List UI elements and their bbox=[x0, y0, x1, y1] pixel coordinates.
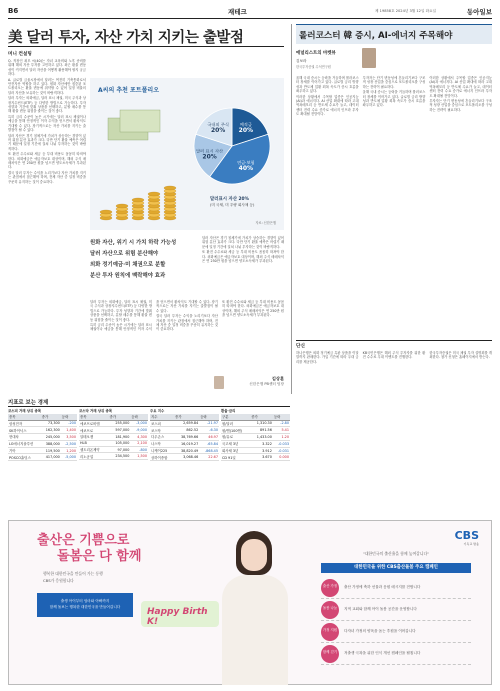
campaign-item bbox=[321, 577, 471, 599]
brief-tag: 단신 bbox=[296, 344, 305, 349]
table-cell: 다우존스 bbox=[150, 434, 174, 441]
column-tag: 머니 컨설팅 bbox=[8, 52, 32, 57]
byline bbox=[214, 376, 284, 390]
paragraph: A. 글로벌 금융시장에서 달러는 여전히 기축통화로서 안전자산 역할을 하고 있다. 원화 자산에만 집중된 포트폴리오는 환율 변동에 취약할 수 있어 일정 비율의 달러 자산을 보유하는 것이 바람직하다. bbox=[8, 77, 86, 95]
analyst-title: 한국투자증권 수석연구원 bbox=[296, 65, 331, 69]
paragraph: 결국 달러 투자는 수익을 노리기보다 자산 가치를 지키는 관점에서 접근해야 하며, 전체 자산 중 일정 비중을 꾸준히 유지하는 것이 중요하다. bbox=[8, 170, 86, 184]
pull-quote-line: 외화 정기예금·미 채권으로 분할 bbox=[90, 262, 166, 268]
analyst-name: 김보라 bbox=[296, 59, 307, 63]
table-cell: -5,000 bbox=[61, 454, 77, 461]
ad-banner-text: Happy Birth K! bbox=[147, 607, 208, 627]
table-row bbox=[8, 454, 77, 461]
table-cell: 388,000 bbox=[41, 440, 61, 447]
table-cell: -868.45 bbox=[199, 447, 219, 454]
column-header: 종가 bbox=[41, 414, 61, 421]
table-cell: 셀트리온제약 bbox=[79, 446, 109, 453]
brief-item: KB국민은행은 해외 주식 투자자를 위한 환전 수수료 우대 이벤트를 진행한다. bbox=[362, 351, 426, 360]
table-cell: 에코프로 bbox=[79, 427, 109, 434]
ad-headline-line: 출산은 기쁨으로 bbox=[37, 533, 130, 548]
market-tables bbox=[8, 408, 290, 460]
analyst-photo bbox=[362, 48, 376, 68]
slice-value: 20% bbox=[210, 126, 226, 134]
market-table bbox=[8, 408, 77, 460]
table-cell: -3,000 bbox=[130, 420, 148, 427]
right-headline: 롤러코스터 韓 증시, AI-에너지 주목해야 bbox=[299, 31, 453, 41]
slice-value: 20% bbox=[202, 153, 217, 161]
table-row bbox=[221, 434, 290, 441]
ad-banner bbox=[141, 601, 219, 627]
column-header: 구분 bbox=[221, 414, 250, 421]
byline-photo bbox=[214, 376, 224, 389]
campaign-text: 출산 가정에 축하 선물과 응원 메시지를 전합니다 bbox=[344, 585, 421, 589]
table-cell: 2,100 bbox=[130, 440, 148, 446]
column-header: 종가 bbox=[174, 414, 199, 421]
paper-logo: 동아일보 bbox=[466, 8, 492, 16]
pull-quote-line: 분산 투자 원칙에 맥락해야 효과 bbox=[90, 273, 166, 279]
table-cell: 1,500 bbox=[130, 453, 148, 460]
paragraph: 또 환전 수수료와 세금 등 부대 비용도 꼼꼼히 따져야 한다. 외화예금은 예금자보호 대상이며, 해외 주식 매매차익은 연 250만 원을 넘으면 양도소득세가 부과된다. bbox=[222, 300, 284, 318]
table-row bbox=[221, 440, 290, 447]
table-cell: -21.97 bbox=[199, 420, 219, 427]
portfolio-chart bbox=[90, 78, 284, 230]
table-cell: 181,900 bbox=[109, 434, 131, 441]
column-header: 종가 bbox=[250, 414, 273, 421]
paragraph: 올해 국내 증시는 등락을 거듭하며 롤러코스터 장세를 이어가고 있다. 글로벌 금리 방향성과 반도체 업황 회복 속도가 증시 흐름을 좌우하고 있다. bbox=[362, 90, 426, 108]
coin bbox=[116, 204, 128, 208]
brief-list bbox=[296, 351, 492, 395]
cbs-logo: CBS 기독교 방송 bbox=[454, 529, 479, 546]
main-headline: 美 달러 투자, 자산 가치 지키는 출발점 bbox=[8, 30, 244, 46]
table-cell: 4,300 bbox=[130, 434, 148, 441]
table-cell: 1.20 bbox=[273, 434, 290, 441]
table-cell: 245,000 bbox=[41, 434, 61, 441]
column-header: 등락 bbox=[130, 414, 148, 421]
pull-quote bbox=[90, 238, 198, 282]
header-rule bbox=[8, 18, 492, 19]
ad-lead: "대한민국의 출산율을 함께 높여갑니다" bbox=[363, 551, 429, 556]
ad-subtitle: 행복한 대한민국을 만들어 가는 동행 CBS가 응원합니다 bbox=[43, 571, 103, 583]
campaign-text: 지역 교회와 함께 아이 돌봄 공간을 운영합니다 bbox=[344, 607, 417, 611]
section-name: 재테크 bbox=[228, 8, 247, 16]
table-cell: 46.97 bbox=[199, 434, 219, 441]
paragraph: Q. 직장인 최모 씨(40)는 자녀 교육비와 노후 준비를 위해 해외 자산 투자를 고민하고 있다. 최근 환율 변동성이 커지면서 달러 자산을 어떻게 활용해야 할지 궁금하다. bbox=[8, 59, 86, 77]
table-cell: 원/달러 bbox=[221, 420, 250, 427]
right-headline-box bbox=[296, 24, 492, 44]
table-cell: -0.033 bbox=[273, 440, 290, 447]
ad-message-box: 출생 아이부터 엄마와 아빠까지 함께 돌보는 행복한 대한민국을 만들어갑니다 bbox=[37, 593, 133, 617]
campaign-item bbox=[321, 621, 471, 643]
table-cell: -65.84 bbox=[199, 440, 219, 447]
table-cell: 5.41 bbox=[273, 427, 290, 434]
analyst-profile bbox=[296, 50, 360, 72]
table-cell: 0.000 bbox=[273, 454, 290, 461]
table-cell: 기아 bbox=[8, 447, 41, 454]
table-row bbox=[79, 446, 148, 453]
market-table-caption: 환율·금리 bbox=[221, 409, 236, 413]
paragraph: 또 환전 수수료와 세금 등 부대 비용도 꼼꼼히 따져야 한다. 외화예금은 예금자보호 대상이며, 해외 주식 매매차익은 연 250만 원을 넘으면 양도소득세가 부과된다. bbox=[202, 250, 284, 264]
table-row bbox=[221, 427, 290, 434]
paragraph: 올해 국내 증시는 등락을 거듭하며 롤러코스터 장세를 이어가고 있다. 글로벌 금리 방향성과 반도체 업황 회복 속도가 증시 흐름을 좌우하고 있다. bbox=[296, 76, 359, 94]
table-row bbox=[8, 440, 77, 447]
column-divider bbox=[291, 24, 292, 394]
ad-headline-line: 돌봄은 다 함께 bbox=[57, 549, 142, 564]
cbs-advertisement bbox=[8, 520, 492, 685]
main-article-body bbox=[8, 59, 86, 391]
table-row bbox=[79, 434, 148, 441]
table-cell: 1,200 bbox=[61, 447, 77, 454]
table-row bbox=[221, 447, 290, 454]
table-cell: -0.031 bbox=[273, 447, 290, 454]
brief-item: 하나은행은 외화 정기예금 특판 상품을 이달 말까지 판매한다. 가입 기간에 따라 우대 금리를 제공한다. bbox=[296, 351, 359, 364]
right-article-body bbox=[296, 76, 492, 336]
ad-headline bbox=[37, 533, 141, 565]
table-row bbox=[221, 420, 290, 427]
campaign-badge: 출산 가정 bbox=[321, 579, 339, 597]
table-cell: 알테오젠 bbox=[79, 434, 109, 441]
table-cell: -9,000 bbox=[130, 427, 148, 434]
table-cell: 97,000 bbox=[109, 446, 131, 453]
page-number: B6 bbox=[8, 7, 19, 15]
table-cell: -6.30 bbox=[199, 427, 219, 434]
table-cell: 코스피 bbox=[150, 420, 174, 427]
table-cell: -2,500 bbox=[61, 440, 77, 447]
table-cell: -800 bbox=[130, 446, 148, 453]
chart-callout: 달러표시 자산 20% bbox=[210, 197, 250, 202]
table-cell: 16,019.27 bbox=[174, 440, 199, 447]
pull-quote-line: 원화 자산, 위기 시 가치 하락 가능성 bbox=[90, 240, 177, 246]
table-cell: SK하이닉스 bbox=[8, 427, 41, 434]
table-cell: LG에너지솔루션 bbox=[8, 440, 41, 447]
table-cell: 255,000 bbox=[109, 420, 131, 427]
column-header: 지수 bbox=[150, 414, 174, 421]
table-cell: 73,300 bbox=[41, 420, 61, 427]
table-cell: 119,500 bbox=[41, 447, 61, 454]
paragraph: 이러한 상황에서 주목할 업종은 인공지능(AI)과 에너지다. AI 산업 확대에 따라 고대역폭메모리 등 반도체 수요가 늘고, 데이터센터 전력 수요 증가로 에너지 인프라 투자도 확대될 전망이다. bbox=[429, 76, 492, 98]
table-row bbox=[8, 434, 77, 441]
table-row bbox=[8, 427, 77, 434]
table-cell: 38,769.66 bbox=[174, 434, 199, 441]
paragraph: 달러 자산은 경기 침체기에 가치가 상승하는 경향이 있어 위험 분산 효과가 크다. 다만 단기 환율 예측은 어렵기 때문에 일정 기간에 걸쳐 나눠 투자하는 것이 바람직하다. bbox=[202, 236, 284, 249]
table-row bbox=[221, 454, 290, 461]
table-cell: 상하이종합 bbox=[150, 454, 174, 461]
campaign-text: 저출생 극복을 위한 인식 개선 캠페인을 펼칩니다 bbox=[344, 651, 421, 655]
table-cell: 3,500 bbox=[61, 434, 77, 441]
campaign-badge: 돌봄 나눔 bbox=[321, 601, 339, 619]
paragraph: 특히 금리 수준이 높은 시기에는 달러 표시 채권이나 예금을 통해 안정적인 이자 수익을 얻으면서 환차익도 기대할 수 있다. 장기적으로는 자산 가치를 지키는 출발점이 될 수 있다. bbox=[8, 114, 86, 133]
chart-title: A씨의 추천 포트폴리오 bbox=[98, 87, 159, 94]
market-title: 지표로 보는 경제 bbox=[8, 400, 49, 406]
table-cell: -2.80 bbox=[273, 420, 290, 427]
table-cell: 1,310.30 bbox=[250, 420, 273, 427]
paragraph: 달러 자산은 경기 침체기에 가치가 상승하는 경향이 있어 위험 분산 효과가 크다. 다만 단기 환율 예측은 어렵기 때문에 일정 기간에 걸쳐 나눠 투자하는 것이 바람직하다. bbox=[8, 133, 86, 151]
table-cell: 3.670 bbox=[250, 454, 273, 461]
market-table bbox=[79, 408, 148, 459]
ad-model-image bbox=[214, 527, 298, 685]
coin bbox=[164, 186, 176, 190]
table-cell: 105,000 bbox=[109, 440, 131, 446]
table-cell: 리노공업 bbox=[79, 453, 109, 460]
table-row bbox=[150, 434, 219, 441]
table-row bbox=[150, 427, 219, 434]
paragraph: 달러 투자는 외화예금, 달러 표시 채권, 미국 주식과 상장지수펀드(ETF) 등 다양한 방법으로 가능하다. 투자 성향과 기간에 맞춰 상품을 선택하고, 분할 매수를 통해 환율 변동 위험을 줄이는 것이 좋다. bbox=[90, 300, 152, 322]
table-cell: 38,820.49 bbox=[174, 447, 199, 454]
paragraph: 결국 달러 투자는 수익을 노리기보다 자산 가치를 지키는 관점에서 접근해야 하며, 전체 자산 중 일정 비중을 꾸준히 유지하는 것이 중요하다. bbox=[156, 314, 218, 332]
table-cell: 2,659.84 bbox=[174, 420, 199, 427]
coin bbox=[148, 192, 160, 196]
table-cell: 862.52 bbox=[174, 427, 199, 434]
table-cell: 417,000 bbox=[41, 454, 61, 461]
table-cell: 234,500 bbox=[109, 453, 131, 460]
table-row bbox=[150, 454, 219, 461]
market-table bbox=[221, 408, 290, 460]
slice-label: 달러 표시 자산 bbox=[196, 148, 224, 154]
table-cell: HLB bbox=[79, 440, 109, 446]
table-row bbox=[79, 420, 148, 427]
table-row bbox=[150, 447, 219, 454]
column-header: 종목 bbox=[8, 414, 41, 421]
paragraph: 또 환전 수수료와 세금 등 부대 비용도 꼼꼼히 따져야 한다. 외화예금은 예금자보호 대상이며, 해외 주식 매매차익은 연 250만 원을 넘으면 양도소득세가 부과된다. bbox=[8, 152, 86, 170]
coin bbox=[132, 198, 144, 202]
headline-rule bbox=[8, 46, 284, 47]
paragraph: 투자자는 단기 변동성에 흔들리기보다 구조적 성장 산업을 중심으로 포트폴리오를 구성하는 전략이 필요하다. bbox=[362, 76, 426, 89]
edition-info: 제 19858호 2024년 3월 12일 화요일 bbox=[375, 9, 436, 13]
table-cell: 니케이225 bbox=[150, 447, 174, 454]
analyst-column-tag: 애널리스트의 마켓뷰 bbox=[296, 51, 336, 56]
campaign-list bbox=[321, 577, 471, 677]
table-cell: 나스닥 bbox=[150, 440, 174, 447]
table-cell: 원/유로 bbox=[221, 434, 250, 441]
byline-title: 신한은행 PB센터 팀장 bbox=[249, 382, 284, 386]
table-cell: 현대차 bbox=[8, 434, 41, 441]
market-table-caption: 코스피 거래 상위 종목 bbox=[8, 409, 42, 413]
table-cell: 891.56 bbox=[250, 427, 273, 434]
table-cell: 1,433.00 bbox=[250, 434, 273, 441]
slice-label: 국내외 주식 bbox=[207, 121, 229, 127]
main-article-body-2 bbox=[202, 236, 284, 306]
column-header: 등락 bbox=[273, 414, 290, 421]
table-cell: -200 bbox=[61, 420, 77, 427]
table-row bbox=[79, 427, 148, 434]
brief-item: 한국투자증권은 미국 채권 투자 설명회를 개최한다. 참가 신청은 홈페이지에서 받는다. bbox=[429, 351, 492, 360]
main-article-body-3 bbox=[90, 300, 284, 374]
paragraph: 이러한 상황에서 주목할 업종은 인공지능(AI)과 에너지다. AI 산업 확대에 따라 고대역폭메모리 등 반도체 수요가 늘고, 데이터센터 전력 수요 증가로 에너지 인프라 투자도 확대될 전망이다. bbox=[296, 94, 359, 117]
table-cell: 원/엔(100엔) bbox=[221, 427, 250, 434]
table-row bbox=[150, 420, 219, 427]
table-cell: 에코프로비엠 bbox=[79, 420, 109, 427]
campaign-badge: 가정 지원 bbox=[321, 623, 339, 641]
slice-value: 40% bbox=[238, 165, 254, 173]
banknote bbox=[120, 110, 160, 132]
column-header: 종목 bbox=[79, 414, 109, 421]
slice-label: 예적금 bbox=[239, 121, 252, 127]
market-table bbox=[150, 408, 219, 460]
table-cell: 3.912 bbox=[250, 447, 273, 454]
coin bbox=[100, 210, 112, 214]
slice-label: 연금·보험 bbox=[237, 160, 255, 166]
column-header: 종가 bbox=[109, 414, 131, 421]
campaign-item bbox=[321, 643, 471, 665]
column-header: 등락 bbox=[61, 414, 77, 421]
chart-source: 자료: 신한은행 bbox=[255, 221, 276, 225]
table-cell: 국고채 3년 bbox=[221, 440, 250, 447]
table-cell: 3,068.46 bbox=[174, 454, 199, 461]
brief-section bbox=[296, 340, 492, 394]
market-rule bbox=[8, 406, 290, 407]
table-cell: 코스닥 bbox=[150, 427, 174, 434]
pull-quote-line: 달러 자산으로 위험 분산해야 bbox=[90, 251, 159, 257]
campaign-item bbox=[321, 599, 471, 621]
table-cell: 3.322 bbox=[250, 440, 273, 447]
table-row bbox=[8, 420, 77, 427]
table-row bbox=[8, 447, 77, 454]
table-cell: 삼성전자 bbox=[8, 420, 41, 427]
table-cell: 22.67 bbox=[199, 454, 219, 461]
table-cell: POSCO홀딩스 bbox=[8, 454, 41, 461]
byline-name: 김상훈 bbox=[271, 376, 284, 381]
table-row bbox=[79, 453, 148, 460]
page-header bbox=[8, 6, 492, 18]
market-table-caption: 코스닥 거래 상위 종목 bbox=[79, 409, 113, 413]
table-cell: 회사채 3년 bbox=[221, 447, 250, 454]
table-row bbox=[150, 440, 219, 447]
ad-right-title: 대한민국을 위한 CBS출산돌봄 주요 캠페인 bbox=[321, 563, 471, 573]
paragraph: 투자자는 단기 변동성에 흔들리기보다 구조적 성장 산업을 중심으로 포트폴리오를 구성하는 전략이 필요하다. bbox=[429, 99, 492, 112]
column-header: 등락 bbox=[199, 414, 219, 421]
slice-value: 20% bbox=[238, 126, 254, 134]
table-cell: 597,000 bbox=[109, 427, 131, 434]
table-cell: CD 91일 bbox=[221, 454, 250, 461]
campaign-badge: 함께 걷기 bbox=[321, 645, 339, 663]
table-cell: 1,400 bbox=[61, 427, 77, 434]
paragraph: 특히 금리 수준이 높은 시기에는 달러 표시 채권이나 예금을 통해 안정적인 이자 수익을 얻으면서 환차익도 기대할 수 있다. 장기적으로는 자산 가치를 지키는 출발점이 될 수 있다. bbox=[90, 300, 218, 332]
market-table-caption: 주요 지수 bbox=[150, 409, 165, 413]
table-cell: 162,300 bbox=[41, 427, 61, 434]
campaign-text: 다자녀 가정의 양육을 돕는 후원을 이어갑니다 bbox=[344, 629, 416, 633]
pie-chart bbox=[90, 78, 284, 230]
paragraph: 달러 투자는 외화예금, 달러 표시 채권, 미국 주식과 상장지수펀드(ETF) 등 다양한 방법으로 가능하다. 투자 성향과 기간에 맞춰 상품을 선택하고, 분할 매수를 통해 환율 변동 위험을 줄이는 것이 좋다. bbox=[8, 96, 86, 114]
chart-callout-sub: (미 국채, 미 우량 회사채 등) bbox=[210, 203, 255, 207]
